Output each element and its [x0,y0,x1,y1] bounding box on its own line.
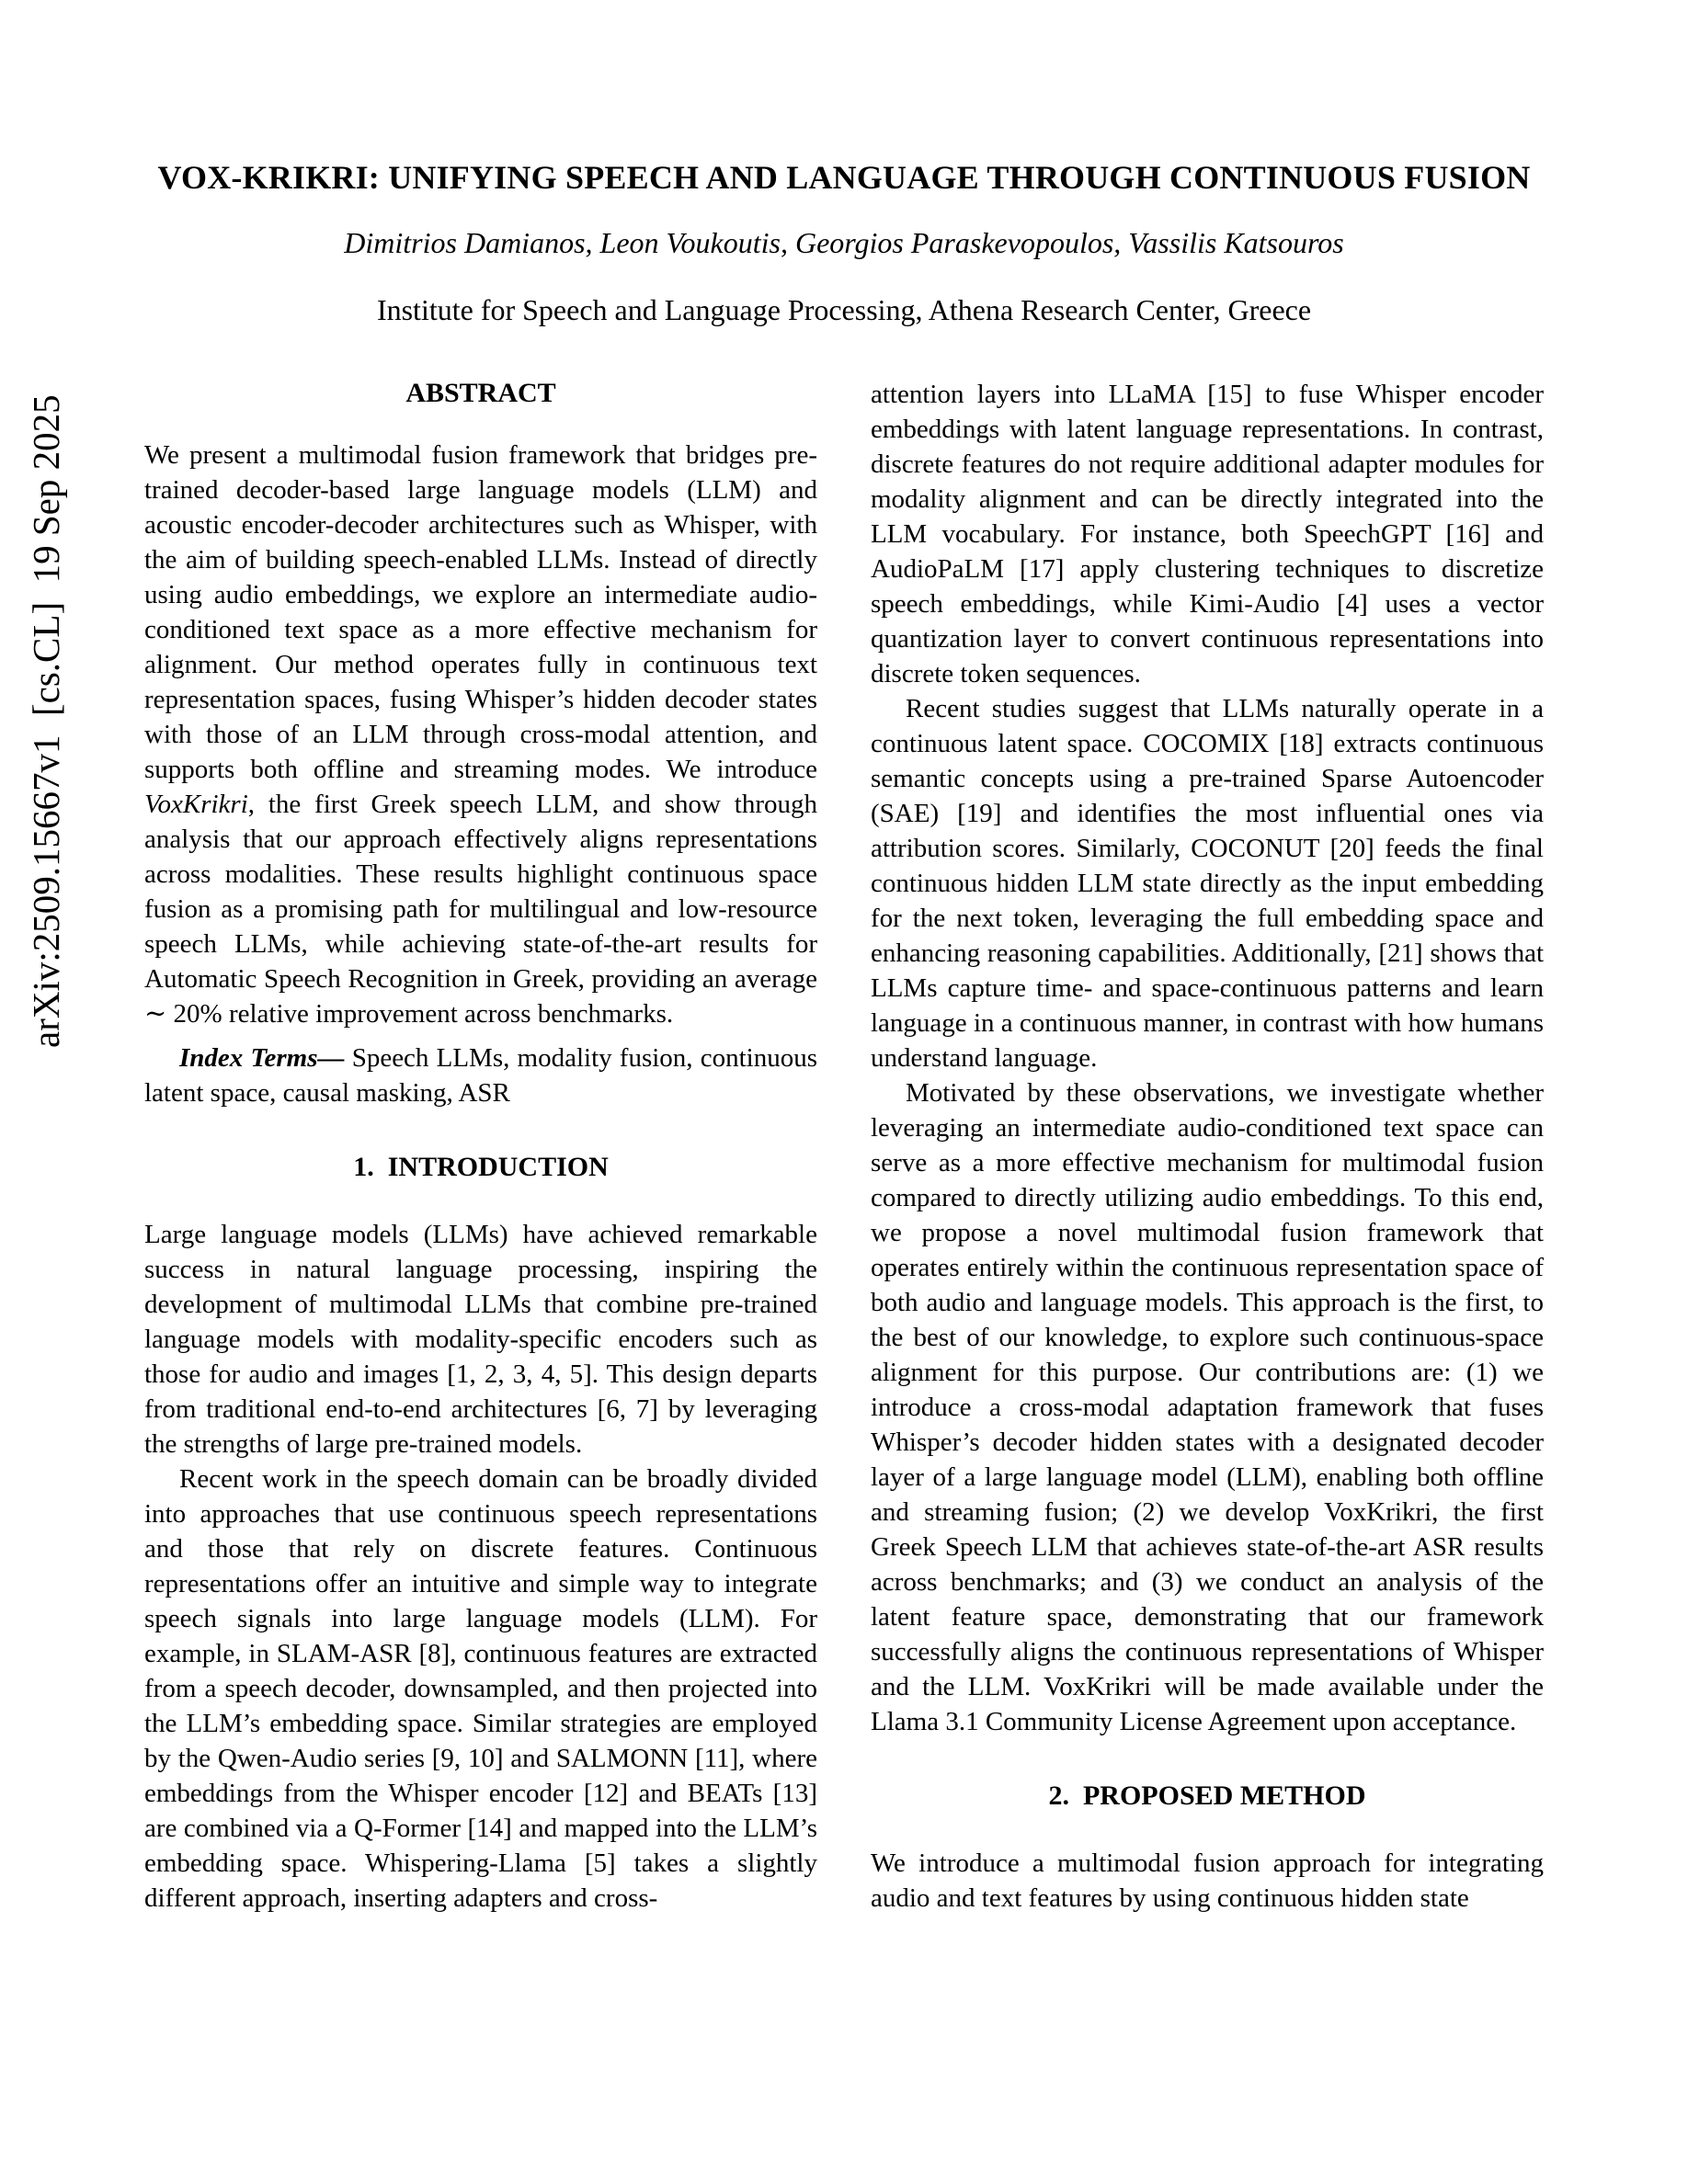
paper-title: VOX-KRIKRI: UNIFYING SPEECH AND LANGUAGE THROUGH CONTINUOUS FUSION [157,159,1531,196]
intro-paragraph-2-continued: attention layers into LLaMA [15] to fuse Whisper encoder embeddings with latent language representations. In contrast, discrete features do not require additional adapter modules for modality alignment and can be directly integrated into the LLM vocabulary. For instance, both SpeechGPT [16] and AudioPaLM [17] apply clustering techniques to discretize speech embeddings, while Kimi-Audio [4] uses a vector quantization layer to convert continuous representations into discrete token sequences. [871,380,1544,688]
intro-paragraph-3: Recent studies suggest that LLMs naturally operate in a continuous latent space. COCOMIX [18] extracts continuous semantic concepts using a pre-trained Sparse Autoencoder (SAE) [19] and identifies the most influential ones via attribution scores. Similarly, COCONUT [20] feeds the final continuous hidden LLM state directly as the input embedding for the next token, leveraging the full embedding space and enhancing reasoning capabilities. Additionally, [21] shows that LLMs capture time- and space-continuous patterns and learn language in a continuous manner, in contrast with how humans understand language. [871,694,1544,1073]
paper-header [0,0,1688,327]
method-paragraph-1: We introduce a multimodal fusion approach for integrating audio and text features by using continuous hidden state [871,1848,1544,1913]
abstract-text-part1: We present a multimodal fusion framework that bridges pre-trained decoder-based large language models (LLM) and acoustic encoder-decoder architectures such as Whisper, with the aim of building speech-enabled LLMs. Instead of directly using audio embeddings, we explore an intermediate audio-conditioned text space as a more effective mechanism for alignment. Our method operates fully in continuous text representation spaces, fusing Whisper’s hidden decoder states with those of an LLM through cross-modal attention, and supports both offline and streaming modes. We introduce [144,440,817,784]
proposed-method-heading: 2. PROPOSED METHOD [1048,1780,1366,1811]
index-terms [144,1041,817,1110]
left-column [144,377,817,1916]
intro-paragraph-4: Motivated by these observations, we investigate whether leveraging an intermediate audio-conditioned text space can serve as a more effective mechanism for multimodal fusion compared to directly utilizing audio embeddings. To this end, we propose a novel multimodal fusion framework that operates entirely within the continuous representation space of both audio and language models. This approach is the first, to the best of our knowledge, to explore such continuous-space alignment for this purpose. Our contributions are: (1) we introduce a cross-modal adaptation framework that fuses Whisper’s decoder hidden states with a designated decoder layer of a large language model (LLM), enabling both offline and streaming fusion; (2) we develop VoxKrikri, the first Greek Speech LLM that achieves state-of-the-art ASR results across benchmarks; and (3) we conduct an analysis of the latent feature space, demonstrating that our framework successfully aligns the continuous representations of Whisper and the LLM. VoxKrikri will be made available under the Llama 3.1 Community License Agreement upon acceptance. [871,1078,1544,1736]
introduction-heading: 1. INTRODUCTION [353,1152,609,1182]
abstract-text-part2: , the first Greek speech LLM, and show through analysis that our approach effectively aligns representations across modalities. These results highlight continuous space fusion as a promising path for multilingual and low-resource speech LLMs, while achieving state-of-the-art results for Automatic Speech Recognition in Greek, providing an average ∼ 20% relative improvement across benchmarks. [144,790,817,1029]
abstract-paragraph [144,438,817,1031]
intro-paragraph-2: Recent work in the speech domain can be broadly divided into approaches that use continuous speech representations and those that rely on discrete features. Continuous representations offer an intuitive and simple way to integrate speech signals into large language models (LLM). For example, in SLAM-ASR [8], continuous features are extracted from a speech decoder, downsampled, and then projected into the LLM’s embedding space. Similar strategies are employed by the Qwen-Audio series [9, 10] and SALMONN [11], where embeddings from the Whisper encoder [12] and BEATs [13] are combined via a Q-Former [14] and mapped into the LLM’s embedding space. Whispering-Llama [5] takes a slightly different approach, inserting adapters and cross- [144,1464,817,1913]
abstract-heading: ABSTRACT [405,378,556,408]
index-terms-list: Speech LLMs, modality fusion, continuous latent space, causal masking, ASR [144,1043,817,1108]
two-column-body [0,377,1688,1916]
right-column [871,377,1544,1916]
arxiv-watermark: arXiv:2509.15667v1 [cs.CL] 19 Sep 2025 [25,394,67,1048]
paper-affiliation: Institute for Speech and Language Processing, Athena Research Center, Greece [376,293,1312,326]
paper-authors: Dimitrios Damianos, Leon Voukoutis, Georgios Paraskevopoulos, Vassilis Katsouros [344,226,1344,259]
voxkrikri-emphasis: VoxKrikri [144,790,248,819]
intro-paragraph-1: Large language models (LLMs) have achieved remarkable success in natural language processing, inspiring the development of multimodal LLMs that combine pre-trained language models with modality-specific encoders such as those for audio and images [1, 2, 3, 4, 5]. This design departs from traditional end-to-end architectures [6, 7] by leveraging the strengths of large pre-trained models. [144,1220,817,1459]
index-terms-label: Index Terms— [179,1043,345,1073]
